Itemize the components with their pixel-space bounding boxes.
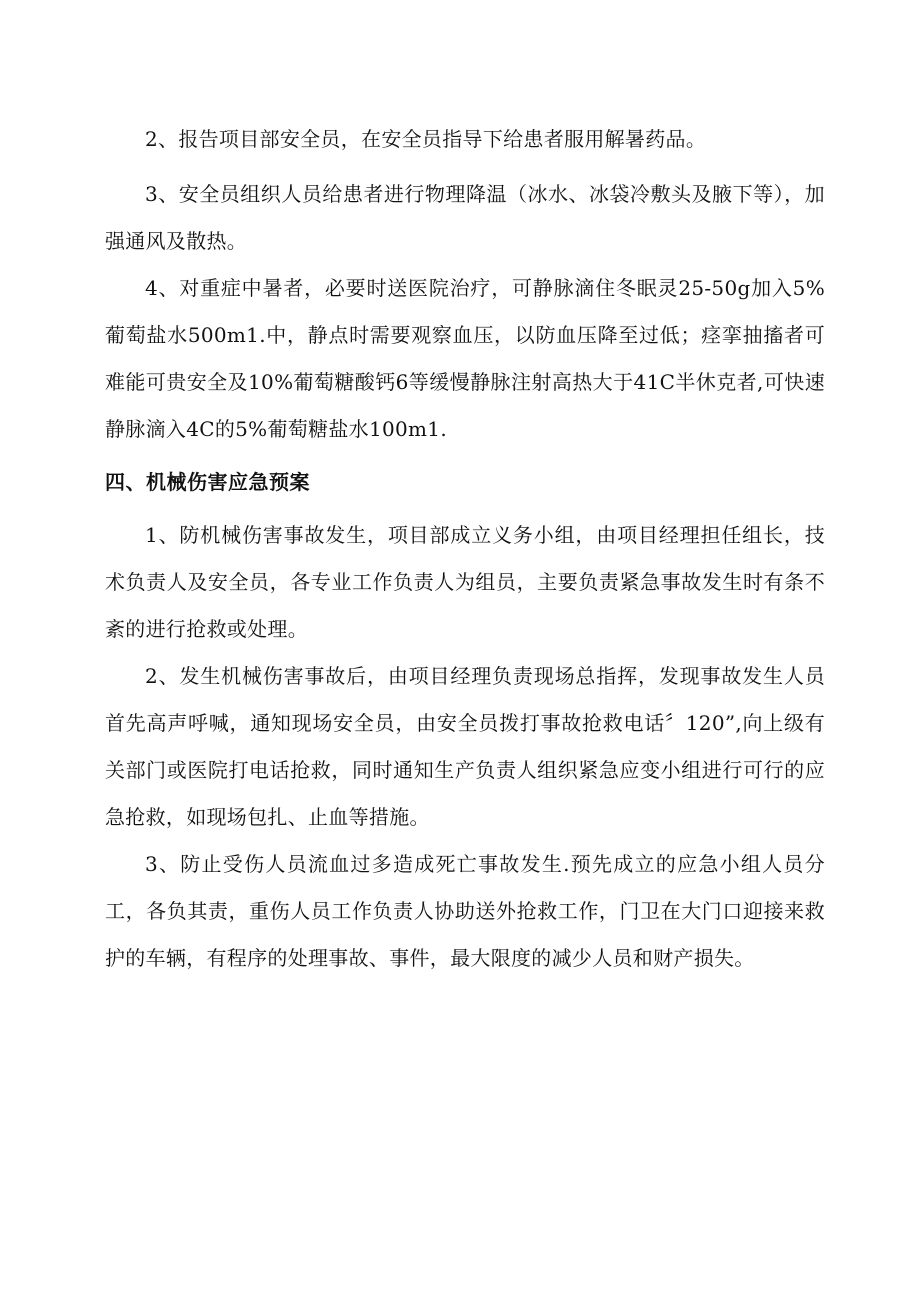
- section-heading-mechanical-injury: 四、机械伤害应急预案: [105, 470, 310, 494]
- paragraph-rescue-team: 1、防机械伤害事故发生，项目部成立义务小组，由项目经理担任组长，技术负责人及安全员，各专业工作负责人为组员，主要负责紧急事故发生时有条不紊的进行抢救或处理。: [105, 523, 825, 641]
- paragraph-accident-response: 2、发生机械伤害事故后，由项目经理负责现场总指挥，发现事故发生人员首先高声呼喊，通知现场安全员，由安全员拨打事故抢救电话〞120”,向上级有关部门或医院打电话抢救，同时通知生产负责人组织紧急应变小组进行可行的应急抢救，如现场包扎、止血等措施。: [105, 664, 825, 829]
- document-body: [105, 116, 825, 982]
- paragraph-prevent-bleeding: 3、防止受伤人员流血过多造成死亡事故发生.预先成立的应急小组人员分工，各负其责，重伤人员工作负责人协助送外抢救工作，门卫在大门口迎接来救护的车辆，有程序的处理事故、事件，最大限度的减少人员和财产损失。: [105, 852, 825, 970]
- paragraph-physical-cooling: 3、安全员组织人员给患者进行物理降温（冰水、冰袋冷敷头及腋下等），加强通风及散热。: [105, 182, 825, 253]
- paragraph-report-safety-officer: 2、报告项目部安全员，在安全员指导下给患者服用解暑药品。: [145, 127, 707, 151]
- paragraph-severe-heatstroke: 4、对重症中暑者，必要时送医院治疗，可静脉滴住冬眠灵25-50g加入5%葡萄盐水500m1.中，静点时需要观察血压，以防血压降至过低；痉挛抽搐者可难能可贵安全及10%葡萄糖酸钙6等缓慢静脉注射高热大于41C半休克者,可快速静脉滴入4C的5%葡萄糖盐水100m1.: [105, 276, 825, 441]
